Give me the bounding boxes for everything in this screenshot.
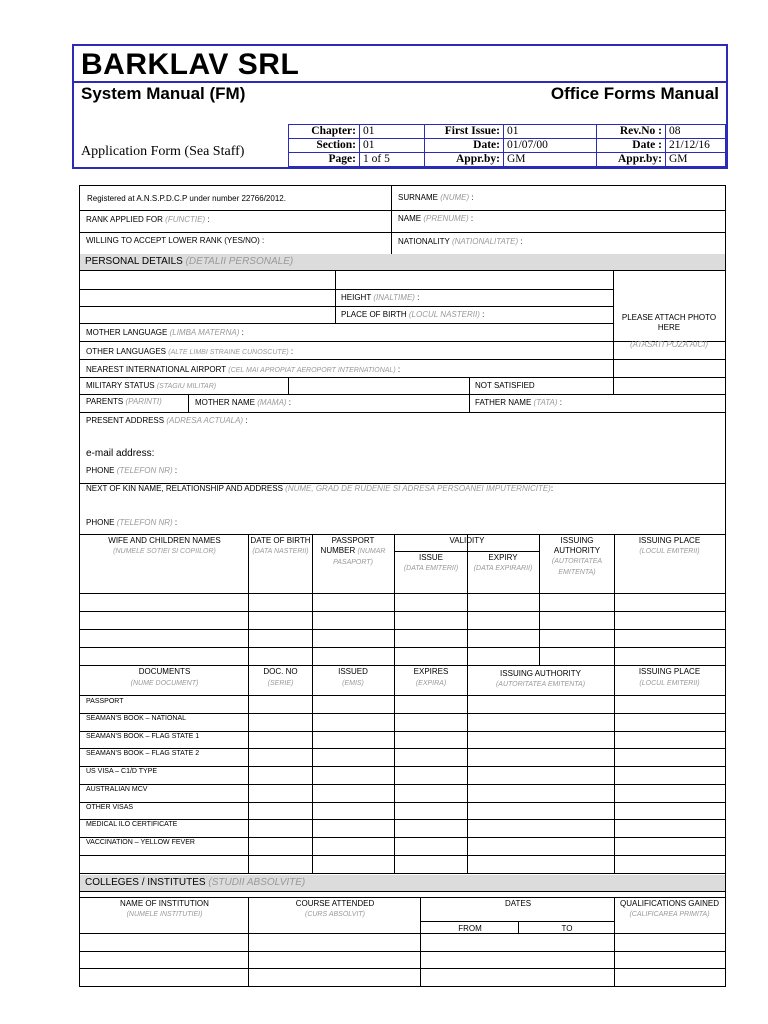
- not-satisfied-option[interactable]: NOT SATISFIED: [475, 381, 535, 390]
- grid-line: [80, 665, 725, 666]
- document-row-label: AUSTRALIAN MCV: [86, 786, 148, 793]
- grid-line: [80, 210, 725, 211]
- docs-col-issued: ISSUED (EMIS): [338, 667, 368, 687]
- grid-line: [80, 855, 725, 856]
- grid-line: [391, 186, 392, 254]
- grid-line: [80, 412, 725, 413]
- grid-line: [394, 534, 395, 665]
- company-name: BARKLAV SRL: [74, 46, 726, 83]
- registered-note: Registered at A.N.S.P.D.C.P under number 22766/2012.: [87, 194, 286, 203]
- military-status-field[interactable]: MILITARY STATUS (STAGIU MILITAR): [86, 381, 217, 390]
- college-col-course: COURSE ATTENDED (CURS ABSOLVIT): [295, 899, 375, 918]
- grid-line: [80, 933, 725, 934]
- office-forms-manual-label: Office Forms Manual: [550, 84, 719, 103]
- grid-line: [80, 802, 725, 803]
- grid-line: [80, 270, 725, 271]
- grid-line: [80, 891, 725, 892]
- rank-applied-field[interactable]: RANK APPLIED FOR (FUNCTIE) :: [86, 215, 210, 224]
- document-row-label: SEAMAN'S BOOK – NATIONAL: [86, 715, 187, 722]
- colleges-header: COLLEGES / INSTITUTES (STUDII ABSOLVITE): [80, 875, 725, 891]
- grid-line: [80, 784, 725, 785]
- meta-label: Rev.No :: [597, 125, 666, 139]
- meta-value: GM: [504, 153, 597, 167]
- grid-line: [539, 534, 540, 665]
- nationality-field[interactable]: NATIONALITY (NATIONALITATE) :: [398, 237, 523, 246]
- meta-value: 01/07/00: [504, 139, 597, 153]
- grid-line: [80, 951, 725, 952]
- college-col-qualifications: QUALIFICATIONS GAINED (CALIFICAREA PRIMITA): [620, 899, 719, 918]
- photo-placeholder[interactable]: PLEASE ATTACH PHOTO HERE (ATASATI POZA AICI): [621, 313, 717, 349]
- family-col-expiry: EXPIRY (DATA EXPIRARII): [473, 553, 533, 572]
- grid-line: [80, 593, 725, 594]
- grid-line: [614, 534, 615, 665]
- surname-field[interactable]: SURNAME (NUME) :: [398, 193, 474, 202]
- grid-line: [80, 695, 725, 696]
- grid-line: [80, 647, 725, 648]
- document-row-label: PASSPORT: [86, 698, 124, 705]
- document-header: [72, 44, 728, 169]
- mother-language-field[interactable]: MOTHER LANGUAGE (LIMBA MATERNA) :: [86, 328, 244, 337]
- grid-line: [312, 534, 313, 665]
- document-row-label: SEAMAN'S BOOK – FLAG STATE 2: [86, 750, 200, 757]
- docs-col-place: ISSUING PLACE (LOCUL EMITERII): [638, 667, 701, 687]
- grid-line: [80, 766, 725, 767]
- lower-rank-field[interactable]: WILLING TO ACCEPT LOWER RANK (YES/NO) :: [86, 236, 265, 245]
- family-col-validity: VALIDITY: [449, 536, 485, 545]
- grid-line: [613, 270, 614, 394]
- college-col-to: TO: [561, 924, 573, 933]
- grid-line: [80, 394, 725, 395]
- college-col-from: FROM: [458, 924, 482, 933]
- family-col-passport: PASSPORT NUMBER (NUMAR PASAPORT): [320, 536, 386, 566]
- place-of-birth-field[interactable]: PLACE OF BIRTH (LOCUL NASTERII) :: [341, 310, 485, 319]
- document-meta-table: [288, 124, 726, 167]
- nearest-airport-field[interactable]: NEAREST INTERNATIONAL AIRPORT (CEL MAI APROPIAT AEROPORT INTERNATIONAL) :: [86, 365, 401, 374]
- meta-value: 01: [504, 125, 597, 139]
- grid-line: [288, 377, 289, 394]
- family-col-dob: DATE OF BIRTH (DATA NASTERII): [250, 536, 311, 555]
- mother-name-field[interactable]: MOTHER NAME (MAMA) :: [195, 398, 292, 407]
- grid-line: [420, 897, 421, 986]
- parents-label: PARENTS (PARINTI): [86, 397, 162, 406]
- meta-value: 1 of 5: [360, 153, 425, 167]
- personal-details-header: PERSONAL DETAILS (DETALII PERSONALE): [80, 254, 725, 270]
- grid-line: [394, 665, 395, 873]
- height-field[interactable]: HEIGHT (INALTIME) :: [341, 293, 420, 302]
- grid-line: [80, 968, 725, 969]
- meta-label: Date :: [597, 139, 666, 153]
- family-col-place: ISSUING PLACE (LOCUL EMITERII): [638, 536, 701, 555]
- meta-label: Section:: [289, 139, 360, 153]
- grid-line: [518, 921, 519, 933]
- document-row-label: MEDICAL ILO CERTIFICATE: [86, 821, 178, 828]
- email-field[interactable]: e-mail address:: [86, 448, 155, 459]
- meta-value: 08: [666, 125, 726, 139]
- docs-col-expires: EXPIRES (EXPIRA): [413, 667, 449, 687]
- grid-line: [80, 306, 613, 307]
- document-row-label: US VISA – C1/D TYPE: [86, 768, 158, 775]
- grid-line: [469, 377, 470, 412]
- grid-line: [335, 270, 336, 323]
- grid-line: [80, 629, 725, 630]
- meta-label: Page:: [289, 153, 360, 167]
- docs-col-docno: DOC. NO (SERIE): [263, 667, 298, 687]
- grid-line: [80, 232, 725, 233]
- document-row-label: VACCINATION – YELLOW FEVER: [86, 839, 195, 846]
- grid-line: [80, 359, 725, 360]
- meta-value: 01: [360, 125, 425, 139]
- docs-col-authority: ISSUING AUTHORITY (AUTORITATEA EMITENTA): [495, 669, 586, 688]
- father-name-field[interactable]: FATHER NAME (TATA) :: [475, 398, 562, 407]
- grid-line: [80, 377, 725, 378]
- system-manual-label: System Manual (FM): [81, 84, 246, 103]
- form-title: Application Form (Sea Staff): [81, 144, 245, 159]
- grid-line: [80, 289, 613, 290]
- meta-label: Appr.by:: [425, 153, 504, 167]
- grid-line: [248, 665, 249, 873]
- document-row-label: OTHER VISAS: [86, 804, 134, 811]
- grid-line: [80, 534, 725, 535]
- grid-line: [614, 665, 615, 873]
- meta-label: Appr.by:: [597, 153, 666, 167]
- grid-line: [188, 394, 189, 412]
- meta-value: GM: [666, 153, 726, 167]
- other-languages-field[interactable]: OTHER LANGUAGES (ALTE LIMBI STRAINE CUNOSCUTE) :: [86, 347, 294, 356]
- present-address-field[interactable]: PRESENT ADDRESS (ADRESA ACTUALA) :: [86, 416, 248, 425]
- grid-line: [80, 873, 725, 874]
- meta-label: First Issue:: [425, 125, 504, 139]
- family-col-names: WIFE AND CHILDREN NAMES (NUMELE SOTIEI SI COPIILOR): [108, 536, 221, 555]
- grid-line: [80, 323, 613, 324]
- family-col-authority: ISSUING AUTHORITY (AUTORITATEA EMITENTA): [551, 536, 603, 576]
- kin-phone-field[interactable]: PHONE (TELEFON NR) :: [86, 518, 178, 527]
- college-col-institution: NAME OF INSTITUTION (NUMELE INSTITUTIEI): [120, 899, 209, 918]
- application-form: [79, 185, 726, 987]
- phone-field[interactable]: PHONE (TELEFON NR) :: [86, 466, 178, 475]
- grid-line: [614, 897, 615, 986]
- meta-label: Date:: [425, 139, 504, 153]
- name-field[interactable]: NAME (PRENUME) :: [398, 214, 474, 223]
- document-row-label: SEAMAN'S BOOK – FLAG STATE 1: [86, 733, 200, 740]
- college-col-dates: DATES: [504, 899, 532, 908]
- grid-line: [420, 921, 614, 922]
- next-of-kin-field[interactable]: NEXT OF KIN NAME, RELATIONSHIP AND ADDRESS (NUME, GRAD DE RUDENIE SI ADRESA PERSOANEI IMPUTERNICITE):: [86, 484, 554, 493]
- grid-line: [80, 611, 725, 612]
- grid-line: [248, 534, 249, 665]
- family-col-issue: ISSUE (DATA EMITERII): [403, 553, 459, 572]
- grid-line: [248, 897, 249, 986]
- grid-line: [467, 665, 468, 873]
- grid-line: [312, 665, 313, 873]
- docs-col-documents: DOCUMENTS (NUME DOCUMENT): [130, 667, 199, 687]
- grid-line: [80, 897, 725, 898]
- meta-value: 01: [360, 139, 425, 153]
- meta-label: Chapter:: [289, 125, 360, 139]
- meta-value: 21/12/16: [666, 139, 726, 153]
